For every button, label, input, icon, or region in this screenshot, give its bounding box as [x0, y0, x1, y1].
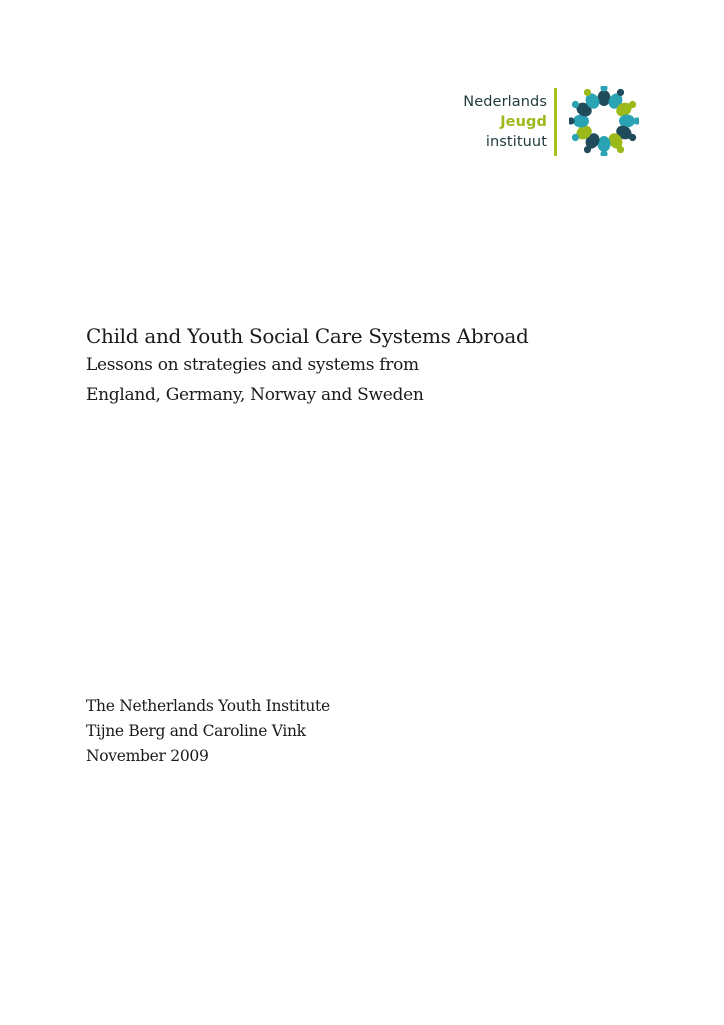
- document-subtitle-line-2: England, Germany, Norway and Sweden: [86, 385, 424, 405]
- logo-wordmark: [463, 92, 547, 152]
- logo-divider: [554, 88, 557, 156]
- logo-figure: [569, 115, 589, 128]
- author-block: [86, 694, 586, 769]
- title-block: [86, 322, 646, 410]
- logo: [452, 86, 642, 158]
- publication-date: November 2009: [86, 747, 209, 765]
- author-names: Tijne Berg and Caroline Vink: [86, 722, 306, 740]
- document-title: Child and Youth Social Care Systems Abroad: [86, 324, 529, 348]
- logo-circle-icon: [569, 86, 639, 156]
- logo-center: [592, 109, 616, 133]
- logo-line-jeugd: Jeugd: [500, 114, 547, 130]
- logo-line-nederlands: Nederlands: [463, 94, 547, 110]
- logo-figure: [619, 115, 639, 128]
- logo-figure: [598, 136, 611, 156]
- document-subtitle-line-1: Lessons on strategies and systems from: [86, 355, 419, 375]
- organisation-name: The Netherlands Youth Institute: [86, 697, 330, 715]
- logo-figure: [598, 86, 611, 106]
- logo-line-instituut: instituut: [485, 134, 547, 150]
